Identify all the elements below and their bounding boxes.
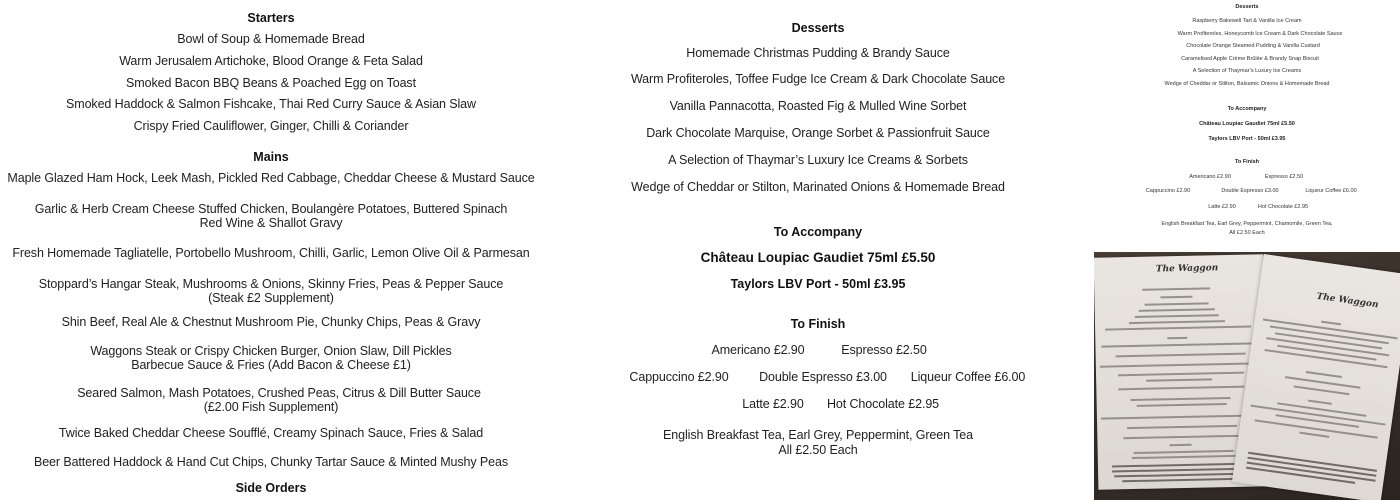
accompany-item-small: Taylors LBV Port - 50ml £3.95 <box>1208 136 1286 142</box>
accompany-heading-small: To Accompany <box>1227 106 1267 112</box>
starter-item: Bowl of Soup & Homemade Bread <box>177 32 365 46</box>
main-item-line2: (£2.00 Fish Supplement) <box>203 400 339 414</box>
side-orders-heading: Side Orders <box>235 481 307 495</box>
drink-item: Cappuccino £2.90 <box>629 370 729 384</box>
starter-item: Warm Jerusalem Artichoke, Blood Orange & Feta Salad <box>119 54 423 68</box>
accompany-item: Taylors LBV Port - 50ml £3.95 <box>730 277 906 291</box>
tea-list-small: English Breakfast Tea, Earl Grey, Peppermint, Chamomile, Green Tea, <box>1161 221 1333 227</box>
drink-item-small: Liqueur Coffee £6.00 <box>1305 188 1357 194</box>
starter-item: Crispy Fried Cauliflower, Ginger, Chilli & Coriander <box>133 119 409 133</box>
drink-item: Liqueur Coffee £6.00 <box>910 370 1026 384</box>
drink-item: Double Espresso £3.00 <box>759 370 887 384</box>
dessert-item-small: Raspberry Bakewell Tart & Vanilla Ice Cream <box>1192 18 1302 24</box>
main-item: Garlic & Herb Cream Cheese Stuffed Chicken, Boulangère Potatoes, Buttered Spinach <box>34 202 508 216</box>
main-item: Shin Beef, Real Ale & Chestnut Mushroom Pie, Chunky Chips, Peas & Gravy <box>61 315 481 329</box>
desserts-heading: Desserts <box>791 21 845 35</box>
main-item: Fresh Homemade Tagliatelle, Portobello Mushroom, Chilli, Garlic, Lemon Olive Oil & Parmesan <box>12 246 530 260</box>
accompany-heading: To Accompany <box>773 225 863 239</box>
dessert-item: Wedge of Cheddar or Stilton, Marinated Onions & Homemade Bread <box>631 180 1005 194</box>
main-item: Maple Glazed Ham Hock, Leek Mash, Pickled Red Cabbage, Cheddar Cheese & Mustard Sauce <box>7 171 535 185</box>
starter-item: Smoked Haddock & Salmon Fishcake, Thai Red Curry Sauce & Asian Slaw <box>66 97 476 111</box>
mains-heading: Mains <box>253 150 289 164</box>
main-item: Twice Baked Cheddar Cheese Soufflé, Creamy Spinach Sauce, Fries & Salad <box>58 426 484 440</box>
drink-item: Espresso £2.50 <box>841 343 927 357</box>
waggon-logo: The Waggon <box>1155 263 1219 275</box>
tea-list: English Breakfast Tea, Earl Grey, Peppermint, Green Tea <box>663 428 973 442</box>
drink-item-small: Espresso £2.50 <box>1264 174 1304 180</box>
dessert-item-small: Warm Profiteroles, Honeycomb Ice Cream & Dark Chocolate Sauce <box>1177 31 1343 37</box>
main-item-line2: Barbecue Sauce & Fries (Add Bacon & Cheese £1) <box>131 358 411 372</box>
dessert-item: A Selection of Thaymar’s Luxury Ice Creams & Sorbets <box>668 153 968 167</box>
tea-price-small: All £2.50 Each <box>1229 230 1265 236</box>
accompany-item-small: Château Loupiac Gaudiet 75ml £5.50 <box>1199 121 1295 127</box>
dessert-item: Vanilla Pannacotta, Roasted Fig & Mulled Wine Sorbet <box>669 99 967 113</box>
drink-item-small: Latte £2.90 <box>1208 204 1236 210</box>
dessert-item: Warm Profiteroles, Toffee Fudge Ice Cream & Dark Chocolate Sauce <box>630 72 1006 86</box>
drink-item: Americano £2.90 <box>711 343 805 357</box>
main-item: Waggons Steak or Crispy Chicken Burger, Onion Slaw, Dill Pickles <box>90 344 452 358</box>
main-item: Stoppard’s Hangar Steak, Mushrooms & Onions, Skinny Fries, Peas & Pepper Sauce <box>38 277 504 291</box>
drink-item: Latte £2.90 <box>742 397 804 411</box>
main-item: Seared Salmon, Mash Potatoes, Crushed Peas, Citrus & Dill Butter Sauce <box>77 386 481 400</box>
main-item-line2: (Steak £2 Supplement) <box>208 291 334 305</box>
drink-item-small: Hot Chocolate £2.95 <box>1257 204 1309 210</box>
main-item: Beer Battered Haddock & Hand Cut Chips, Chunky Tartar Sauce & Minted Mushy Peas <box>33 455 509 469</box>
dessert-item-small: A Selection of Thaymar’s Luxury Ice Creams <box>1192 68 1302 74</box>
starters-heading: Starters <box>247 11 295 25</box>
drink-item: Hot Chocolate £2.95 <box>826 397 940 411</box>
accompany-item: Château Loupiac Gaudiet 75ml £5.50 <box>700 250 936 265</box>
dessert-item-small: Chocolate Orange Steamed Pudding & Vanilla Custard <box>1186 43 1320 49</box>
waggon-logo: The Waggon <box>1315 291 1380 311</box>
dessert-item-small: Caramelised Apple Crème Brûlée & Brandy Snap Biscuit <box>1181 56 1319 62</box>
menu-photo <box>1094 252 1400 500</box>
dessert-item-small: Wedge of Cheddar or Stilton, Balsamic Onions & Homemade Bread <box>1164 81 1330 87</box>
main-item-line2: Red Wine & Shallot Gravy <box>199 216 343 230</box>
drink-item-small: Double Espresso £3.00 <box>1221 188 1279 194</box>
drink-item-small: Cappuccino £2.90 <box>1145 188 1191 194</box>
finish-heading: To Finish <box>790 317 846 331</box>
finish-heading-small: To Finish <box>1234 159 1260 165</box>
starter-item: Smoked Bacon BBQ Beans & Poached Egg on Toast <box>126 76 416 90</box>
tea-price: All £2.50 Each <box>778 443 858 457</box>
dessert-item: Homemade Christmas Pudding & Brandy Sauce <box>686 46 950 60</box>
desserts-heading-small: Desserts <box>1235 4 1259 10</box>
drink-item-small: Americano £2.90 <box>1189 174 1231 180</box>
dessert-item: Dark Chocolate Marquise, Orange Sorbet & Passionfruit Sauce <box>646 126 990 140</box>
